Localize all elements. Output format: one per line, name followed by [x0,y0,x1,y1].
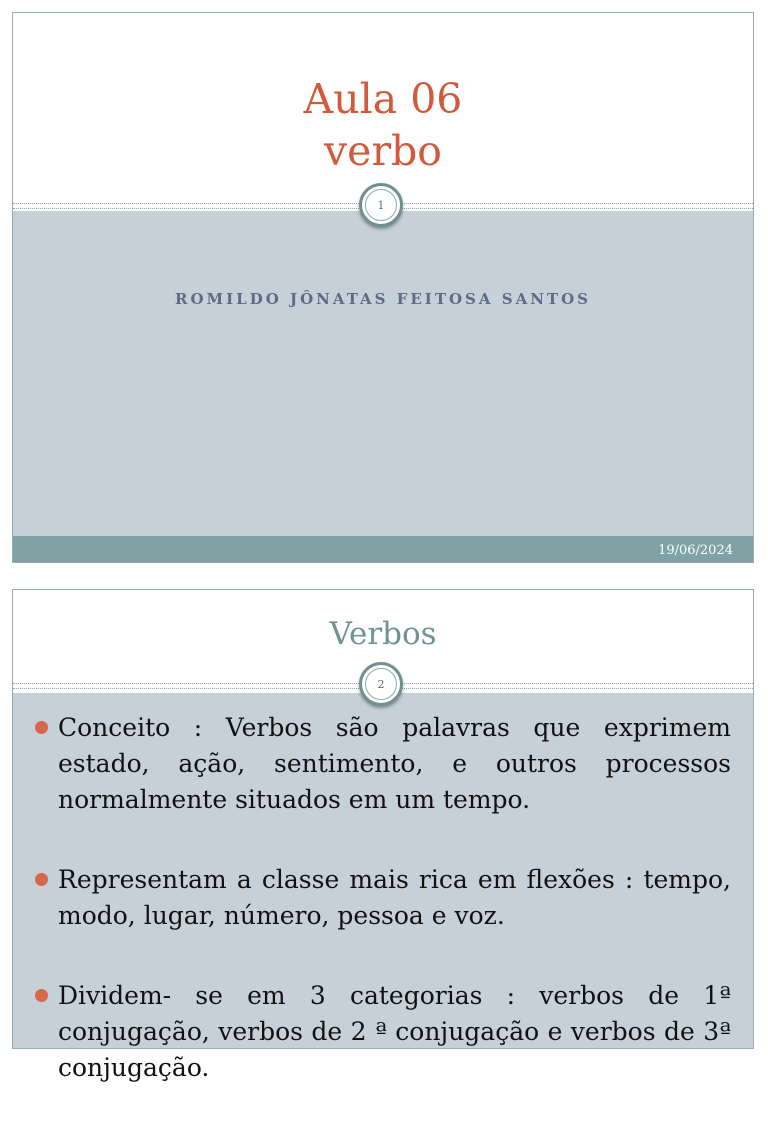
bullet-dot-icon [35,721,48,734]
bullet-item [35,710,731,818]
slide-2 [12,589,754,1082]
slide-number: 2 [365,668,397,700]
bullet-text: Conceito : Verbos são palavras que exprimem estado, ação, sentimento, e outros processos normalmente situados em um tempo. [58,713,731,814]
bullet-dot-icon [35,989,48,1002]
title-line-1: Aula 06 [303,75,463,123]
bullet-dot-icon [35,873,48,886]
footer-bar [13,536,753,562]
bullet-list [35,710,731,1130]
bullet-item [35,978,731,1086]
bullet-item [35,862,731,934]
bullet-text: Representam a classe mais rica em flexões : tempo, modo, lugar, número, pessoa e voz. [58,865,731,930]
bullet-text: Dividem- se em 3 categorias : verbos de 1ª conjugação, verbos de 2 ª conjugação e verbos de 3ª conjugação. [58,981,731,1082]
slide-number-badge [359,662,403,706]
slide-title: Verbos [329,616,437,652]
slide-number: 1 [365,189,397,221]
slide-number-badge [359,183,403,227]
slide-title [13,73,753,177]
title-line-2: verbo [324,127,442,175]
content-band [13,211,753,536]
slide-date: 19/06/2024 [658,543,733,558]
author-name: ROMILDO JÔNATAS FEITOSA SANTOS [175,290,591,308]
slide-1 [12,12,754,563]
